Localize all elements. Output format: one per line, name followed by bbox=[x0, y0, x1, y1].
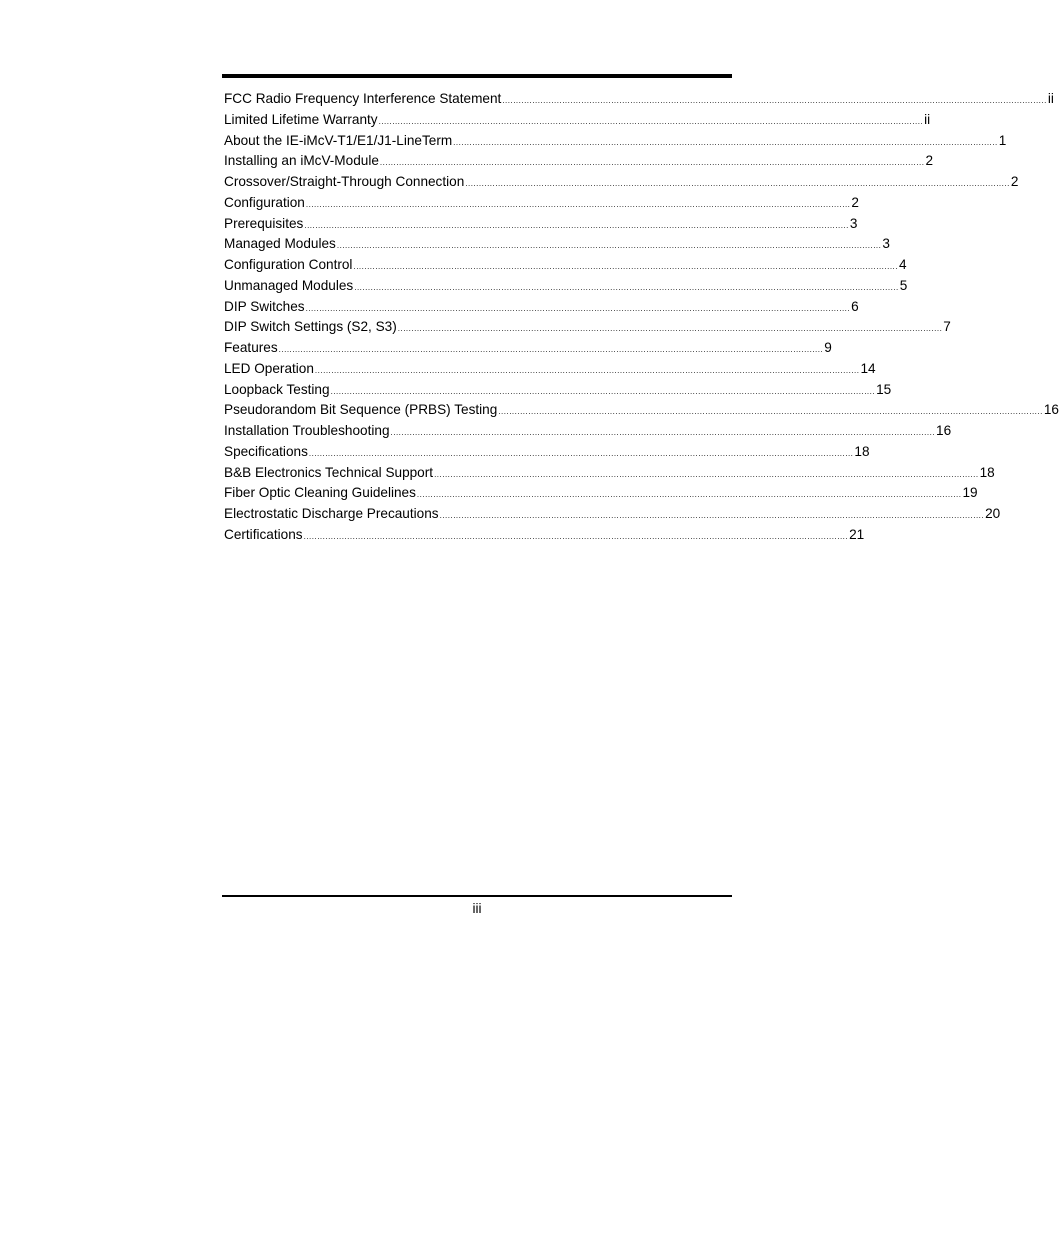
toc-entry[interactable] bbox=[224, 317, 951, 338]
toc-entry-page: ii bbox=[1047, 91, 1054, 106]
toc-dot-leader: ........................................................................................................................................................................................................ bbox=[308, 448, 854, 458]
toc-entry-title: About the IE-iMcV-T1/E1/J1-LineTerm bbox=[224, 132, 453, 148]
toc-entry-title: Prerequisites bbox=[224, 215, 304, 231]
toc-dot-leader: ........................................................................................................................................................................................................ bbox=[416, 490, 962, 500]
toc-entry[interactable] bbox=[224, 525, 865, 546]
toc-dot-leader: ........................................................................................................................................................................................................ bbox=[354, 282, 899, 292]
toc-entry-page: 18 bbox=[979, 464, 995, 480]
toc-dot-leader: ........................................................................................................................................................................................................ bbox=[305, 303, 851, 313]
toc-entry[interactable] bbox=[224, 193, 859, 214]
toc-entry-title: Fiber Optic Cleaning Guidelines bbox=[224, 485, 416, 501]
toc-dot-leader: ........................................................................................................................................................................................................ bbox=[439, 511, 985, 520]
toc-entry[interactable] bbox=[224, 483, 978, 504]
toc-dot-leader: ........................................................................................................................................................................................................ bbox=[304, 220, 849, 230]
toc-entry-page: 19 bbox=[962, 485, 978, 501]
toc-entry-page: 1 bbox=[998, 132, 1007, 148]
toc-entry-title: Configuration Control bbox=[224, 257, 353, 272]
toc-entry-page: 6 bbox=[851, 298, 859, 314]
toc-entry[interactable] bbox=[224, 338, 832, 359]
toc-entry-title: Features bbox=[224, 340, 278, 355]
toc-dot-leader: ........................................................................................................................................................................................................ bbox=[453, 137, 998, 147]
toc-dot-leader: ........................................................................................................................................................................................................ bbox=[378, 116, 924, 126]
toc-entry[interactable] bbox=[224, 504, 1001, 525]
toc-entry-title: Configuration bbox=[224, 194, 305, 210]
toc-entry[interactable] bbox=[224, 359, 876, 380]
toc-entry-title: B&B Electronics Technical Support bbox=[224, 464, 434, 480]
toc-dot-leader: ........................................................................................................................................................................................................ bbox=[379, 158, 925, 168]
toc-dot-leader: ........................................................................................................................................................................................................ bbox=[303, 531, 849, 541]
toc-entry-title: Installation Troubleshooting bbox=[224, 423, 390, 438]
toc-dot-leader: ........................................................................................................................................................................................................ bbox=[498, 407, 1043, 417]
toc-entry[interactable] bbox=[224, 214, 858, 235]
toc-entry-title: Installing an iMcV-Module bbox=[224, 153, 379, 169]
toc-dot-leader: ........................................................................................................................................................................................................ bbox=[465, 179, 1010, 188]
toc-entry-page: 3 bbox=[849, 215, 858, 231]
toc-entry[interactable] bbox=[224, 276, 908, 297]
toc-entry-page: 18 bbox=[854, 443, 870, 459]
toc-entry-page: 16 bbox=[936, 423, 952, 438]
footer-rule bbox=[222, 895, 732, 897]
toc-dot-leader: ........................................................................................................................................................................................................ bbox=[278, 345, 824, 354]
toc-entry-title: Specifications bbox=[224, 443, 308, 459]
toc-dot-leader: ........................................................................................................................................................................................................ bbox=[353, 262, 898, 271]
toc-entry-title: FCC Radio Frequency Interference Statement bbox=[224, 91, 502, 106]
toc-dot-leader: ........................................................................................................................................................................................................ bbox=[314, 365, 860, 375]
toc-entry-title: LED Operation bbox=[224, 360, 314, 376]
toc-entry-page: 3 bbox=[882, 236, 890, 252]
toc-entry-page: 7 bbox=[943, 319, 951, 335]
toc-entry-page: 5 bbox=[899, 277, 908, 293]
toc-entry-title: Unmanaged Modules bbox=[224, 277, 354, 293]
toc-entry[interactable] bbox=[224, 131, 1007, 152]
toc-entry-title: Limited Lifetime Warranty bbox=[224, 111, 378, 127]
toc-entry-page: 15 bbox=[876, 381, 892, 397]
toc-entry[interactable] bbox=[224, 255, 907, 276]
toc-entry-title: Crossover/Straight-Through Connection bbox=[224, 174, 465, 189]
toc-entry[interactable] bbox=[224, 400, 1059, 421]
header-rule bbox=[222, 74, 732, 78]
toc-entry-page: ii bbox=[924, 111, 931, 127]
toc-entry-page: 2 bbox=[851, 194, 859, 210]
toc-dot-leader: ........................................................................................................................................................................................................ bbox=[390, 428, 936, 437]
toc-entry[interactable] bbox=[224, 442, 870, 463]
toc-entry-title: Electrostatic Discharge Precautions bbox=[224, 506, 439, 521]
toc-entry-page: 4 bbox=[899, 257, 907, 272]
toc-entry[interactable] bbox=[224, 297, 859, 318]
toc-entry-page: 21 bbox=[849, 526, 865, 542]
toc-entry-page: 14 bbox=[860, 360, 876, 376]
toc-entry[interactable] bbox=[224, 110, 931, 131]
toc-dot-leader: ........................................................................................................................................................................................................ bbox=[305, 199, 851, 209]
toc-entry[interactable] bbox=[224, 421, 952, 442]
toc-entry-title: DIP Switches bbox=[224, 298, 305, 314]
toc-dot-leader: ........................................................................................................................................................................................................ bbox=[330, 386, 876, 396]
toc-entry-page: 2 bbox=[925, 153, 933, 169]
toc-entry[interactable] bbox=[224, 380, 892, 401]
toc-entry[interactable] bbox=[224, 463, 995, 484]
toc-entry-title: DIP Switch Settings (S2, S3) bbox=[224, 319, 397, 335]
toc-entry-page: 20 bbox=[985, 506, 1001, 521]
toc-entry-page: 2 bbox=[1010, 174, 1019, 189]
toc-dot-leader: ........................................................................................................................................................................................................ bbox=[397, 324, 943, 334]
toc-entry-title: Pseudorandom Bit Sequence (PRBS) Testing bbox=[224, 402, 498, 418]
toc-entry[interactable] bbox=[224, 151, 933, 172]
toc-entry-title: Certifications bbox=[224, 526, 303, 542]
page-number: iii bbox=[472, 901, 482, 916]
toc-entry-page: 9 bbox=[824, 340, 832, 355]
toc-entry[interactable] bbox=[224, 172, 1019, 193]
toc-dot-leader: ........................................................................................................................................................................................................ bbox=[502, 96, 1047, 105]
toc-dot-leader: ........................................................................................................................................................................................................ bbox=[434, 469, 979, 479]
table-of-contents bbox=[224, 89, 1059, 546]
toc-dot-leader: ........................................................................................................................................................................................................ bbox=[336, 241, 882, 251]
toc-entry-page: 16 bbox=[1043, 402, 1059, 418]
toc-entry-title: Loopback Testing bbox=[224, 381, 330, 397]
toc-entry[interactable] bbox=[224, 234, 890, 255]
toc-entry-title: Managed Modules bbox=[224, 236, 336, 252]
toc-entry[interactable] bbox=[224, 89, 1054, 110]
